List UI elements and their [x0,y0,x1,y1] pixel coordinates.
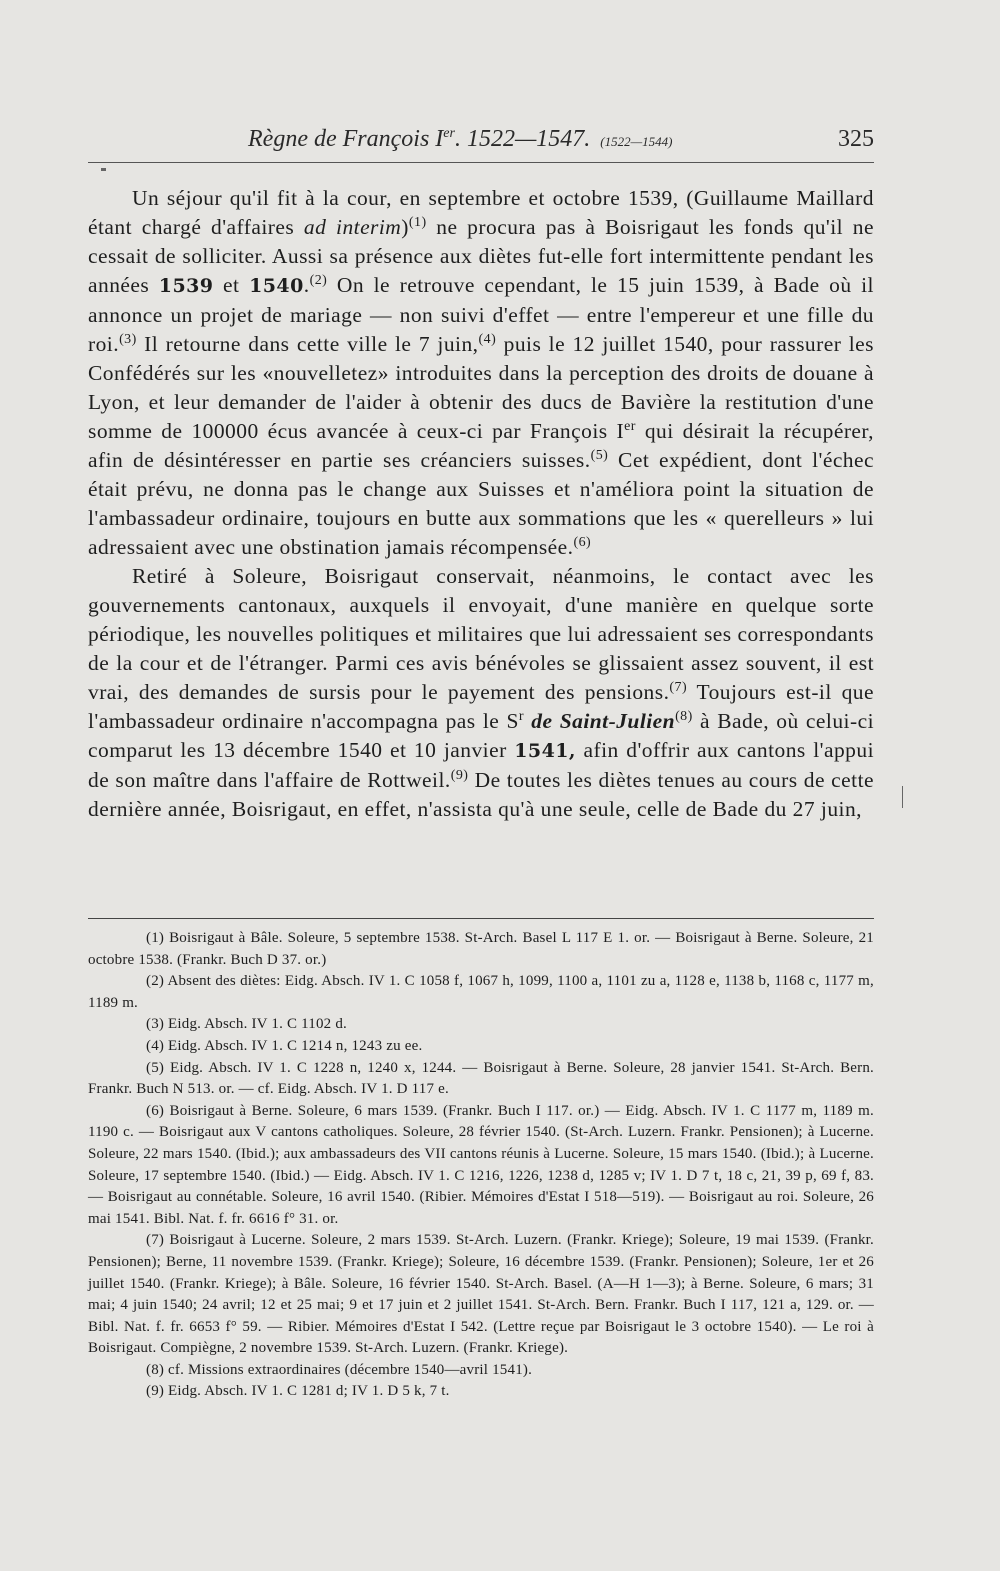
footnote-9: (9) Eidg. Absch. IV 1. C 1281 d; IV 1. D 5 k, 7 t. [146,1383,450,1400]
text-run: afin d'offrir aux cantons l'appui de son maître dans l'affaire de Rottweil. [88,738,875,792]
page-header [88,122,874,163]
footnote-3: (3) Eidg. Absch. IV 1. C 1102 d. [146,1016,347,1033]
text-run: puis le 12 juillet 1540, pour rassurer les Confédérés sur les «nouvelletez» introduites dans la perception des droits de douane à Lyon, et leur demander de l'aider à obtenir des ducs de Bavière la restitution d'une somme de 100000 écus avancée à ceux-ci par François I [88,332,874,443]
running-head [248,126,673,153]
text-run: qui désirait la récupérer, afin de désintéresser en partie ses créanciers suisses. [88,419,874,472]
footnote-6: (6) Boisrigaut à Berne. Soleure, 6 mars 1539. (Frankr. Buch I 117. or.) — Eidg. Absch. IV 1. C 1177 m, 1189 m. 1190 c. — Boisrigaut aux V cantons catholiques. Soleure, 28 février 1540. (St-Arch. Luzern. Frankr. Pensionen); à Lucerne. Soleure, 22 mars 1540. (Ibid.); aux ambassadeurs des VII cantons réunis à Lucerne. Soleure, 15 mars 1540. (Ibid.); à Lucerne. Soleure, 17 septembre 1540. (Ibid.) — Eidg. Absch. IV 1. C 1216, 1226, 1238 d, 1285 v; IV 1. D 7 t, 18 c, 21, 39 p, 69 f, 83. — Boisrigaut au connétable. Soleure, 16 avril 1540. (Ribier. Mémoires d'Estat I 518—519). — Boisrigaut au roi. Soleure, 26 mai 1541. Bibl. Nat. f. fr. 6616 f° 31. or. [88,1102,874,1227]
footnote-ref-5: (5) [590,447,609,463]
ink-dot [101,168,106,171]
bold-year: 1541, [514,740,576,762]
text-run: Retiré à Soleure, Boisrigaut conservait, néanmoins, le contact avec les gouvernements cantonaux, auxquels il envoyait, d'une manière en quelque sorte périodique, les nouvelles politiques et militaires que lui adressaient ses correspondants de la cour et de l'étranger. Parmi ces avis bénévoles se glissaient assez souvent, il est vrai, des demandes de sursis pour le payement des pensions. [88,564,874,704]
footnote-ref-7: (7) [669,679,688,695]
footnotes [88,928,874,1403]
footnote-ref-2: (2) [309,272,328,288]
margin-mark [902,786,903,808]
footnote-7: (7) Boisrigaut à Lucerne. Soleure, 2 mars 1539. St-Arch. Luzern. (Frankr. Kriege); Soleure, 19 mai 1539. (Frankr. Pensionen); Berne, 11 novembre 1539. (Frankr. Kriege); Soleure, 16 décembre 1539. (Frankr. Pensionen); Soleure, 1er et 26 juillet 1540. (Frankr. Kriege); à Bâle. Soleure, 16 février 1540. St-Arch. Basel. (A—H 1—3); à Berne. Soleure, 6 mars; 31 mai; 4 juin 1540; 24 avril; 12 et 25 mai; 9 et 17 juin et 2 juillet 1541. St-Arch. Bern. Frankr. Buch I 117, 121 a, 129. or. — Bibl. Nat. f. fr. 6653 f° 59. — Ribier. Mémoires d'Estat I 542. (Lettre reçue par Boisrigaut le 3 octobre 1540). — Le roi à Boisrigaut. Compiègne, 2 novembre 1539. St-Arch. Luzern. (Frankr. Kriege). [88,1232,874,1357]
footnote-4: (4) Eidg. Absch. IV 1. C 1214 n, 1243 zu ee. [146,1037,423,1054]
footnote-divider [88,918,874,919]
footnote-ref-3: (3) [119,331,137,347]
text-run: ne procura pas à Boisrigaut les fonds qu'il ne cessait de solliciter. Aussi sa présence aux diètes fut-elle fort intermittente pendant les années [88,215,874,297]
footnote-5: (5) Eidg. Absch. IV 1. C 1228 n, 1240 x, 1244. — Boisrigaut à Berne. Soleure, 28 janvier 1541. St-Arch. Bern. Frankr. Buch N 513. or. — cf. Eidg. Absch. IV 1. D 117 e. [88,1059,874,1098]
text-run: On le retrouve cependant, le 15 juin 1539, à Bade où il annonce un projet de mariage — non suivi d'effet — entre l'empereur et une fille du roi. [88,273,874,356]
text-run: ) [401,215,409,239]
paragraph-1 [88,184,874,562]
main-text [88,184,874,824]
running-head-superscript: er [443,126,455,141]
bold-year: 1540 [249,275,304,297]
superscript: r [518,708,525,724]
footnote-1: (1) Boisrigaut à Bâle. Soleure, 5 septembre 1538. St-Arch. Basel L 117 E 1. or. — Boisrigaut à Berne. Soleure, 21 octobre 1538. (Frankr. Buch D 37. or.) [88,930,874,968]
running-head-small-dates: (1522—1544) [600,134,673,149]
footnote-ref-4: (4) [478,331,497,347]
text-run: Toujours est-il que l'ambassadeur ordinaire n'accompagna pas le S [88,680,874,733]
bold-year: 1539 [158,275,214,297]
text-run: De toutes les diètes tenues au cours de cette dernière année, Boisrigaut, en effet, n'assista qu'à une seule, celle de Bade du 27 juin, [88,768,874,821]
text-run: Il retourne dans cette ville le 7 juin, [136,332,479,356]
text-run: et [213,273,250,297]
text-run: Cet expédient, dont l'échec était prévu, ne donna pas le change aux Suisses et n'améliora point la situation de l'ambassadeur ordinaire, toujours en butte aux sommations que les « querelleurs » lui adressaient avec une obstination jamais récompensée. [88,448,874,559]
superscript: er [624,418,636,434]
page-number: 325 [838,126,874,152]
footnote-8: (8) cf. Missions extraordinaires (décembre 1540—avril 1541). [146,1361,533,1378]
text-run: à Bade, où celui-ci comparut les 13 décembre 1540 et 10 janvier [88,709,874,762]
text-run: . [303,273,310,297]
running-head-main: Règne de François I [248,126,444,152]
footnote-2: (2) Absent des diètes: Eidg. Absch. IV 1. C 1058 f, 1067 h, 1099, 1100 a, 1101 zu a, 1128 e, 1138 b, 1168 c, 1177 m, 1189 m. [88,973,874,1011]
running-head-dates: . 1522—1547. [454,126,591,152]
text-run: Un séjour qu'il fit à la cour, en septembre et octobre 1539, (Guillaume Maillard étant chargé d'affaires [88,186,874,239]
italic-run: ad interim [303,215,402,239]
footnote-ref-1: (1) [408,214,427,230]
footnote-ref-9: (9) [450,767,469,783]
person-name: de Saint-Julien [531,709,676,733]
footnote-ref-8: (8) [675,708,693,724]
paragraph-2 [88,562,874,824]
footnote-ref-6: (6) [573,534,592,550]
